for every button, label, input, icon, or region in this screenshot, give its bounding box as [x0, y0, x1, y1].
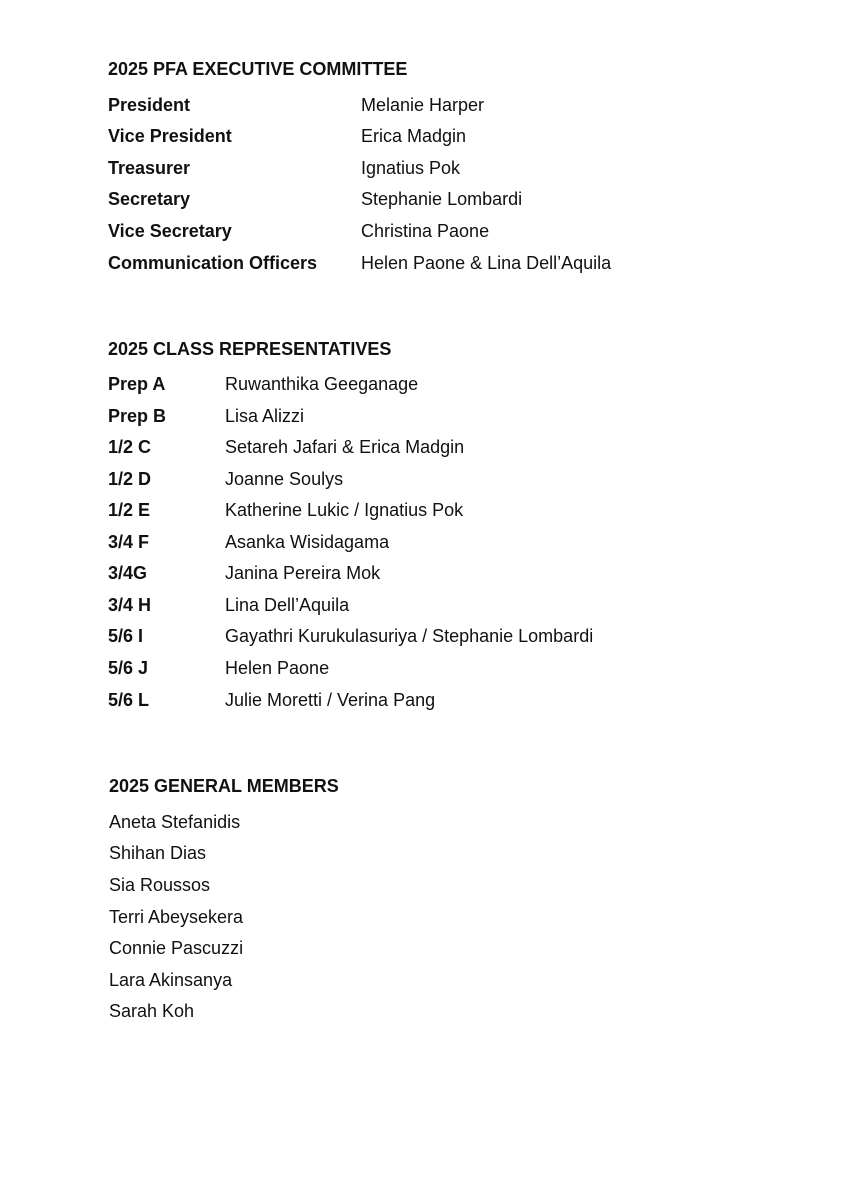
executive-role: President — [108, 95, 191, 115]
class-rep-name: Ruwanthika Geeganage — [225, 374, 419, 394]
class-name: Prep A — [108, 374, 166, 394]
class-name: 1/2 E — [108, 500, 151, 520]
class-name: 5/6 L — [108, 690, 150, 710]
executive-member-name: Ignatius Pok — [361, 158, 461, 178]
general-member: Connie Pascuzzi — [109, 938, 244, 958]
general-member: Sarah Koh — [109, 1001, 195, 1021]
executive-member-name: Melanie Harper — [361, 95, 485, 115]
class-rep-name: Setareh Jafari & Erica Madgin — [225, 437, 465, 457]
executive-member-name: Erica Madgin — [361, 126, 467, 146]
class-name: 5/6 I — [108, 626, 144, 646]
class-rep-name: Janina Pereira Mok — [225, 563, 381, 583]
class-rep-name: Joanne Soulys — [225, 469, 344, 489]
general-member: Sia Roussos — [109, 875, 211, 895]
class-rep-name: Gayathri Kurukulasuriya / Stephanie Lombardi — [225, 626, 594, 646]
executive-role: Treasurer — [108, 158, 191, 178]
executive-role: Vice Secretary — [108, 221, 232, 241]
class-rep-name: Asanka Wisidagama — [225, 532, 390, 552]
class-name: 3/4G — [108, 563, 148, 583]
class-name: 5/6 J — [108, 658, 149, 678]
class-name: 1/2 D — [108, 469, 152, 489]
class-name: 3/4 F — [108, 532, 150, 552]
class-rep-name: Katherine Lukic / Ignatius Pok — [225, 500, 464, 520]
executive-role: Secretary — [108, 189, 191, 209]
general-members-heading: 2025 GENERAL MEMBERS — [109, 776, 339, 796]
class-rep-name: Julie Moretti / Verina Pang — [225, 690, 436, 710]
class-rep-name: Lina Dell’Aquila — [225, 595, 350, 615]
general-member: Terri Abeysekera — [109, 907, 244, 927]
class-name: 3/4 H — [108, 595, 152, 615]
general-member: Aneta Stefanidis — [109, 812, 241, 832]
class-rep-name: Lisa Alizzi — [225, 406, 305, 426]
executive-member-name: Helen Paone & Lina Dell’Aquila — [361, 253, 612, 273]
general-member: Shihan Dias — [109, 843, 207, 863]
executive-member-name: Christina Paone — [361, 221, 490, 241]
class-name: 1/2 C — [108, 437, 152, 457]
executive-role: Vice President — [108, 126, 232, 146]
general-member: Lara Akinsanya — [109, 970, 233, 990]
class-name: Prep B — [108, 406, 167, 426]
executive-role: Communication Officers — [108, 253, 318, 273]
executive-committee-heading: 2025 PFA EXECUTIVE COMMITTEE — [108, 59, 408, 79]
class-representatives-heading: 2025 CLASS REPRESENTATIVES — [108, 339, 392, 359]
class-rep-name: Helen Paone — [225, 658, 330, 678]
executive-member-name: Stephanie Lombardi — [361, 189, 523, 209]
